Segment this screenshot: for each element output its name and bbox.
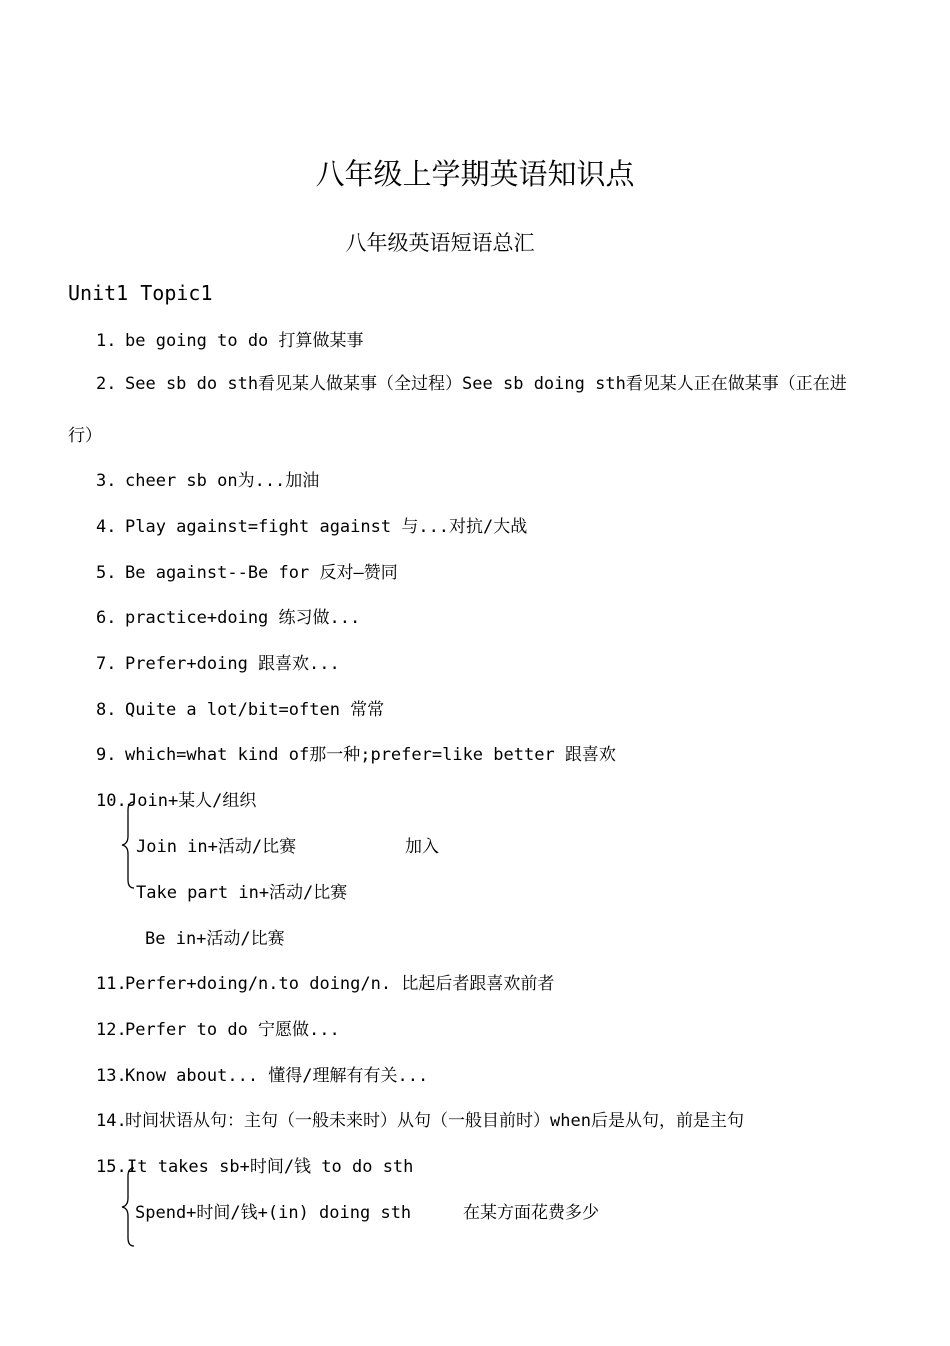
section-heading: Unit1 Topic1 xyxy=(68,281,213,305)
sub-item: Join in+活动/比赛 xyxy=(136,837,297,857)
left-brace-icon xyxy=(118,1166,138,1248)
sub-item: Take part in+活动/比赛 xyxy=(136,883,348,903)
item-number: 2. xyxy=(96,374,117,394)
item-number: 13. xyxy=(96,1066,127,1086)
document-subtitle: 八年级英语短语总汇 xyxy=(345,231,535,255)
item-text: Be against--Be for 反对—赞同 xyxy=(125,563,398,583)
item-number: 9. xyxy=(96,745,117,765)
item-text: Quite a lot/bit=often 常常 xyxy=(125,700,385,720)
item-number: 11. xyxy=(96,974,127,994)
sub-item: Spend+时间/钱+(in) doing sth xyxy=(135,1203,412,1223)
item-text: 时间状语从句：主句（一般未来时）从句（一般目前时）when后是从句，前是主句 xyxy=(125,1111,744,1131)
item-number: 8. xyxy=(96,700,117,720)
sub-item-note: 加入 xyxy=(405,837,439,857)
item-number: 3. xyxy=(96,471,117,491)
item-number: 15. xyxy=(96,1157,127,1177)
item-text: Prefer+doing 跟喜欢... xyxy=(125,654,340,674)
item-text: See sb do sth看见某人做某事（全过程）See sb doing sth看见某人正在做某事（正在进 xyxy=(125,374,847,394)
item-text: It takes sb+时间/钱 to do sth xyxy=(127,1157,414,1177)
left-brace-icon xyxy=(118,800,138,890)
item-number: 7. xyxy=(96,654,117,674)
item-number: 12. xyxy=(96,1020,127,1040)
item-text: be going to do 打算做某事 xyxy=(125,331,364,351)
item-number: 4. xyxy=(96,517,117,537)
item-text: practice+doing 练习做... xyxy=(125,608,361,628)
sub-item: Be in+活动/比赛 xyxy=(145,929,285,949)
item-text: Join+某人/组织 xyxy=(127,791,257,811)
item-text: Play against=fight against 与...对抗/大战 xyxy=(125,517,528,537)
item-text: Know about... 懂得/理解有有关... xyxy=(125,1066,429,1086)
sub-item-note: 在某方面花费多少 xyxy=(463,1203,599,1223)
item-number: 6. xyxy=(96,608,117,628)
item-number: 14. xyxy=(96,1111,127,1131)
item-number: 5. xyxy=(96,563,117,583)
item-text: Perfer+doing/n.to doing/n. 比起后者跟喜欢前者 xyxy=(125,974,555,994)
item-text: Perfer to do 宁愿做... xyxy=(125,1020,340,1040)
item-number: 1. xyxy=(96,331,117,351)
item-text: cheer sb on为...加油 xyxy=(125,471,320,491)
item-text-continuation: 行） xyxy=(68,426,102,446)
item-text: which=what kind of那一种;prefer=like better 跟喜欢 xyxy=(125,745,616,765)
document-title: 八年级上学期英语知识点 xyxy=(315,157,635,191)
item-number: 10. xyxy=(96,791,127,811)
